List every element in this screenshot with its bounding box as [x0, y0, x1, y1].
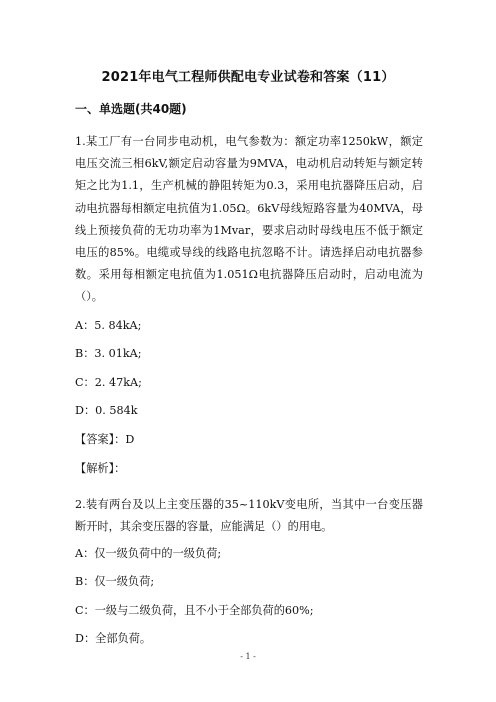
question-2-option-c: C：一级与二级负荷，且不小于全部负荷的60%; — [75, 604, 314, 617]
page-number: - 1 - — [240, 652, 256, 661]
question-1-option-b: B：3. 01kA; — [75, 347, 142, 360]
question-1-answer: 【答案】：D — [75, 433, 135, 446]
question-1-analysis: 【解析】： — [75, 462, 126, 475]
question-1-text: 1.某工厂有一台同步电动机，电气参数为：额定功率1250kW，额定电压交流三相6kV,额定启动容量为9MVA，电动机启动转矩与额定转矩之比为1.1，生产机械的静阻转矩为0.3，采用电抗器降压启动，启动电抗器每相额定电抗值为1.05Ω。6kV母线短路容量为40MVA，母线上预接负荷的无功功率为1Mvar，要求启动时母线电压不低于额定电压的85%。电缆或导线的线路电抗忽略不计。请选择启动电抗器参数。采用每相额定电抗值为1.051Ω电抗器降压启动时，启动电流为（）。 — [75, 135, 423, 304]
page-title: 2021年电气工程师供配电专业试卷和答案（11） — [101, 70, 395, 85]
question-1-option-a: A：5. 84kA; — [75, 319, 142, 332]
question-2-text: 2.装有两台及以上主变压器的35~110kV变电所，当其中一台变压器断开时，其余变压器的容量，应能满足（）的用电。 — [75, 498, 423, 534]
question-1-option-d: D：0. 584k — [75, 404, 138, 417]
section-heading: 一、单选题(共40题) — [75, 102, 187, 116]
question-2-option-d: D：全部负荷。 — [75, 632, 152, 645]
question-1-option-c: C：2. 47kA; — [75, 376, 142, 389]
question-2-option-a: A：仅一级负荷中的一级负荷; — [75, 547, 222, 560]
question-2-option-b: B：仅一级负荷; — [75, 575, 155, 588]
